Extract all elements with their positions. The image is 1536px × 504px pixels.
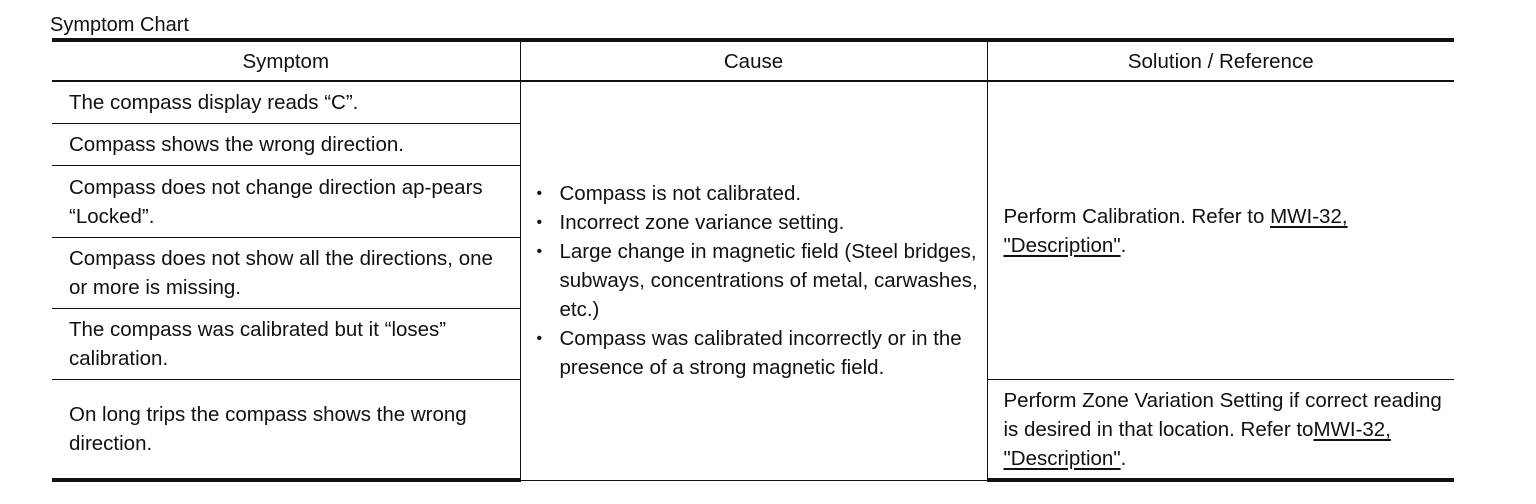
cause-list: [535, 179, 979, 382]
list-item: • Large change in magnetic field (Steel bridges, subways, concentrations of metal, carwashes, etc.): [535, 237, 979, 324]
reference-link[interactable]: MWI-32, "Description": [1003, 204, 1348, 257]
bullet-icon: •: [536, 214, 543, 232]
solution-zone-text: Perform Zone Variation Setting if correct reading is desired in that location. Refer to: [1003, 388, 1442, 441]
reference-link[interactable]: MWI-32, "Description": [1003, 417, 1391, 470]
symptom-cell: The compass display reads “C”.: [52, 81, 520, 124]
symptom-cell: Compass does not change direction ap-pears “Locked”.: [52, 166, 520, 238]
bullet-icon: •: [536, 243, 543, 261]
symptom-chart-table: [52, 38, 1454, 482]
solution-zone-cell: Perform Zone Variation Setting if correct reading is desired in that location. Refer toMWI-32, "Description".: [987, 380, 1454, 481]
solution-calibration-text: Perform Calibration. Refer to: [1003, 204, 1271, 228]
header-cause: Cause: [520, 40, 987, 81]
list-item: • Compass is not calibrated.: [535, 179, 979, 208]
cause-cell: [520, 81, 987, 480]
symptom-cell: On long trips the compass shows the wrong direction.: [52, 380, 520, 481]
header-solution: Solution / Reference: [987, 40, 1454, 81]
list-item: • Incorrect zone variance setting.: [535, 208, 979, 237]
bullet-icon: •: [536, 185, 543, 203]
page-title: Symptom Chart: [50, 14, 189, 36]
table-row: [52, 81, 1454, 124]
solution-calibration-cell: Perform Calibration. Refer to MWI-32, "Description".: [987, 81, 1454, 380]
symptom-cell: The compass was calibrated but it “loses” calibration.: [52, 309, 520, 380]
symptom-cell: Compass shows the wrong direction.: [52, 124, 520, 166]
list-item: • Compass was calibrated incorrectly or in the presence of a strong magnetic field.: [535, 324, 979, 382]
symptom-cell: Compass does not show all the directions, one or more is missing.: [52, 238, 520, 309]
table-header-row: [52, 40, 1454, 81]
bullet-icon: •: [536, 330, 543, 348]
header-symptom: Symptom: [52, 40, 520, 81]
